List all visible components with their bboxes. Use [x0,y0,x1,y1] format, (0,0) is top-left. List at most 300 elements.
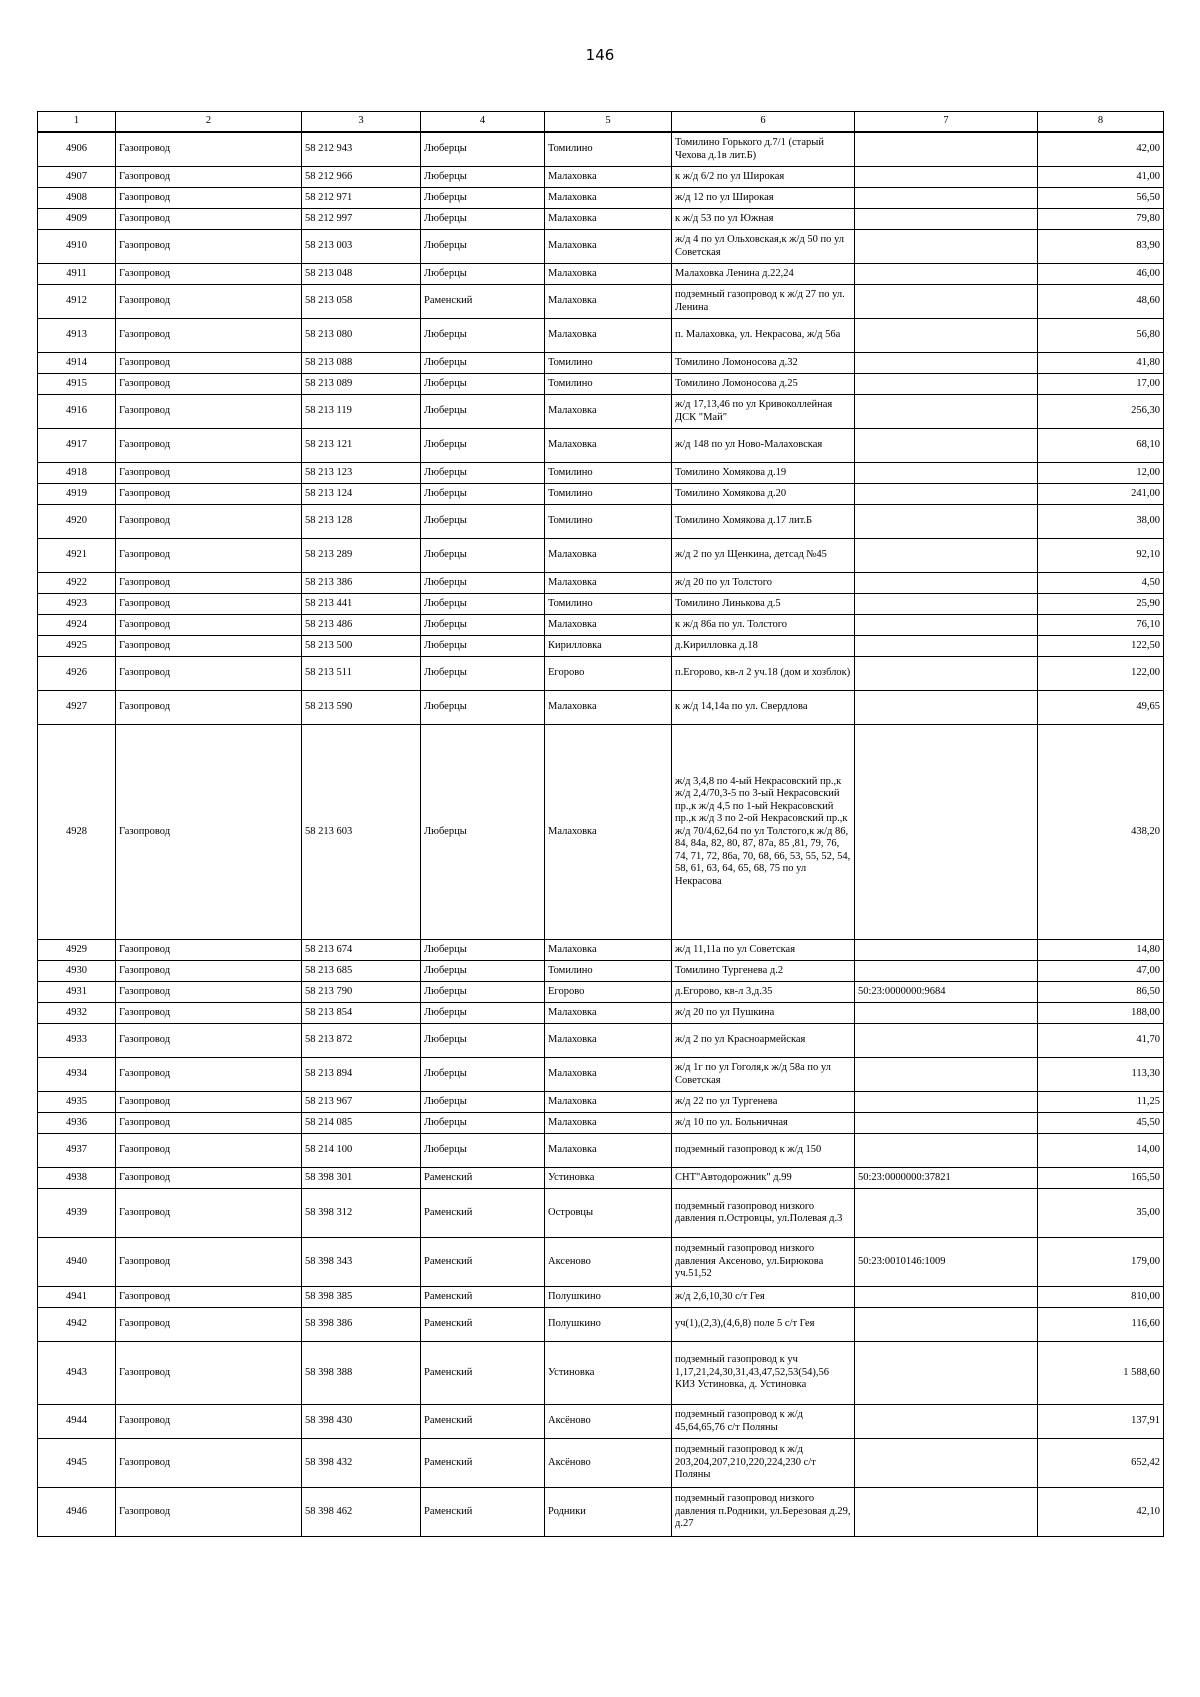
table-row [38,395,1164,429]
object-type-cell: Газопровод [116,505,302,539]
cadastral-number-cell [855,230,1038,264]
length-cell: 165,50 [1038,1168,1164,1189]
row-number-cell: 4916 [38,395,116,429]
column-header: 1 [38,112,116,133]
cadastral-number-cell [855,1308,1038,1342]
district-cell: Люберцы [421,230,545,264]
length-cell: 12,00 [1038,463,1164,484]
address-cell: уч(1),(2,3),(4,6,8) поле 5 с/т Гея [672,1308,855,1342]
district-cell: Люберцы [421,657,545,691]
locality-cell: Малаховка [545,230,672,264]
row-number-cell: 4931 [38,982,116,1003]
row-number-cell: 4934 [38,1058,116,1092]
inventory-code-cell: 58 213 603 [302,725,421,940]
row-number-cell: 4935 [38,1092,116,1113]
registry-table [37,111,1164,1537]
address-cell: подземный газопровод к ж/д 27 по ул. Ленина [672,285,855,319]
district-cell: Люберцы [421,725,545,940]
length-cell: 4,50 [1038,573,1164,594]
district-cell: Люберцы [421,573,545,594]
locality-cell: Малаховка [545,167,672,188]
locality-cell: Томилино [545,463,672,484]
district-cell: Люберцы [421,132,545,167]
length-cell: 810,00 [1038,1287,1164,1308]
locality-cell: Малаховка [545,615,672,636]
row-number-cell: 4941 [38,1287,116,1308]
length-cell: 46,00 [1038,264,1164,285]
row-number-cell: 4942 [38,1308,116,1342]
address-cell: ж/д 11,11а по ул Советская [672,940,855,961]
inventory-code-cell: 58 213 123 [302,463,421,484]
locality-cell: Малаховка [545,188,672,209]
locality-cell: Томилино [545,353,672,374]
address-cell: ж/д 4 по ул Ольховская,к ж/д 50 по ул Советская [672,230,855,264]
length-cell: 92,10 [1038,539,1164,573]
locality-cell: Малаховка [545,539,672,573]
district-cell: Люберцы [421,429,545,463]
object-type-cell: Газопровод [116,725,302,940]
length-cell: 438,20 [1038,725,1164,940]
page-number: 146 [585,46,615,64]
inventory-code-cell: 58 213 124 [302,484,421,505]
inventory-code-cell: 58 398 343 [302,1238,421,1287]
row-number-cell: 4924 [38,615,116,636]
address-cell: подземный газопровод к ж/д 45,64,65,76 с/т Поляны [672,1405,855,1439]
column-header: 3 [302,112,421,133]
object-type-cell: Газопровод [116,188,302,209]
length-cell: 35,00 [1038,1189,1164,1238]
locality-cell: Малаховка [545,285,672,319]
address-cell: ж/д 17,13,46 по ул Кривоколлейная ДСК "Май" [672,395,855,429]
table-row [38,209,1164,230]
row-number-cell: 4912 [38,285,116,319]
cadastral-number-cell [855,209,1038,230]
length-cell: 86,50 [1038,982,1164,1003]
cadastral-number-cell [855,1058,1038,1092]
object-type-cell: Газопровод [116,961,302,982]
table-row [38,167,1164,188]
locality-cell: Томилино [545,484,672,505]
locality-cell: Родники [545,1488,672,1537]
district-cell: Люберцы [421,319,545,353]
table-row [38,1134,1164,1168]
object-type-cell: Газопровод [116,484,302,505]
locality-cell: Кирилловка [545,636,672,657]
address-cell: Малаховка Ленина д.22,24 [672,264,855,285]
cadastral-number-cell [855,132,1038,167]
address-cell: Томилино Ломоносова д.32 [672,353,855,374]
length-cell: 14,80 [1038,940,1164,961]
locality-cell: Томилино [545,505,672,539]
cadastral-number-cell [855,940,1038,961]
locality-cell: Малаховка [545,1134,672,1168]
cadastral-number-cell [855,505,1038,539]
row-number-cell: 4921 [38,539,116,573]
address-cell: подземный газопровод низкого давления п.Родники, ул.Березовая д.29, д.27 [672,1488,855,1537]
table-row [38,353,1164,374]
inventory-code-cell: 58 398 462 [302,1488,421,1537]
table-row [38,1024,1164,1058]
district-cell: Люберцы [421,395,545,429]
object-type-cell: Газопровод [116,539,302,573]
district-cell: Люберцы [421,1113,545,1134]
row-number-cell: 4933 [38,1024,116,1058]
table-row [38,539,1164,573]
inventory-code-cell: 58 398 432 [302,1439,421,1488]
address-cell: ж/д 2 по ул Красноармейская [672,1024,855,1058]
inventory-code-cell: 58 213 121 [302,429,421,463]
inventory-code-cell: 58 213 500 [302,636,421,657]
column-header: 2 [116,112,302,133]
inventory-code-cell: 58 398 301 [302,1168,421,1189]
inventory-code-cell: 58 398 385 [302,1287,421,1308]
object-type-cell: Газопровод [116,1113,302,1134]
table-row [38,1287,1164,1308]
cadastral-number-cell [855,1405,1038,1439]
object-type-cell: Газопровод [116,209,302,230]
inventory-code-cell: 58 213 590 [302,691,421,725]
inventory-code-cell: 58 213 089 [302,374,421,395]
address-cell: к ж/д 6/2 по ул Широкая [672,167,855,188]
cadastral-number-cell [855,167,1038,188]
district-cell: Люберцы [421,484,545,505]
length-cell: 56,50 [1038,188,1164,209]
district-cell: Раменский [421,1189,545,1238]
district-cell: Люберцы [421,961,545,982]
cadastral-number-cell [855,1113,1038,1134]
district-cell: Люберцы [421,209,545,230]
cadastral-number-cell [855,395,1038,429]
cadastral-number-cell [855,264,1038,285]
table-row [38,285,1164,319]
district-cell: Люберцы [421,1058,545,1092]
length-cell: 241,00 [1038,484,1164,505]
cadastral-number-cell [855,1134,1038,1168]
row-number-cell: 4914 [38,353,116,374]
table-row [38,615,1164,636]
locality-cell: Малаховка [545,429,672,463]
row-number-cell: 4936 [38,1113,116,1134]
table-row [38,636,1164,657]
locality-cell: Устиновка [545,1342,672,1405]
cadastral-number-cell [855,1287,1038,1308]
locality-cell: Егорово [545,657,672,691]
row-number-cell: 4907 [38,167,116,188]
row-number-cell: 4911 [38,264,116,285]
locality-cell: Малаховка [545,1113,672,1134]
inventory-code-cell: 58 213 967 [302,1092,421,1113]
column-header: 4 [421,112,545,133]
locality-cell: Малаховка [545,691,672,725]
row-number-cell: 4937 [38,1134,116,1168]
row-number-cell: 4927 [38,691,116,725]
row-number-cell: 4915 [38,374,116,395]
inventory-code-cell: 58 213 854 [302,1003,421,1024]
table-row [38,594,1164,615]
inventory-code-cell: 58 398 388 [302,1342,421,1405]
table-row [38,940,1164,961]
inventory-code-cell: 58 213 386 [302,573,421,594]
object-type-cell: Газопровод [116,1308,302,1342]
object-type-cell: Газопровод [116,982,302,1003]
address-cell: подземный газопровод низкого давления п.Островцы, ул.Полевая д.3 [672,1189,855,1238]
object-type-cell: Газопровод [116,573,302,594]
locality-cell: Томилино [545,374,672,395]
address-cell: ж/д 3,4,8 по 4-ый Некрасовский пр.,к ж/д 2,4/70,3-5 по 3-ый Некрасовский пр.,к ж/д 4,5 по 1-ый Некрасовский пр.,к ж/д 3 по 2-ой Некрасовский пр.,к ж/д 70/4,62,64 по ул Толстого,к ж/д 86, 84, 84а, 82, 80, 87, 87а, 85 ,81, 79, 76, 74, 71, 72, 86а, 70, 68, 66, 53, 55, 52, 54, 58, 61, 63, 64, 65, 68, 75 по ул Некрасова [672,725,855,940]
object-type-cell: Газопровод [116,1439,302,1488]
district-cell: Люберцы [421,264,545,285]
cadastral-number-cell [855,1488,1038,1537]
address-cell: ж/д 10 по ул. Больничная [672,1113,855,1134]
length-cell: 122,00 [1038,657,1164,691]
district-cell: Люберцы [421,636,545,657]
object-type-cell: Газопровод [116,1058,302,1092]
table-row [38,319,1164,353]
object-type-cell: Газопровод [116,691,302,725]
row-number-cell: 4906 [38,132,116,167]
address-cell: подземный газопровод к уч 1,17,21,24,30,31,43,47,52,53(54),56 КИЗ Устиновка, д. Устиновка [672,1342,855,1405]
inventory-code-cell: 58 213 128 [302,505,421,539]
length-cell: 47,00 [1038,961,1164,982]
address-cell: подземный газопровод низкого давления Аксеново, ул.Бирюкова уч.51,52 [672,1238,855,1287]
table-row [38,429,1164,463]
row-number-cell: 4945 [38,1439,116,1488]
column-header: 8 [1038,112,1164,133]
cadastral-number-cell [855,1024,1038,1058]
row-number-cell: 4919 [38,484,116,505]
length-cell: 79,80 [1038,209,1164,230]
table-row [38,264,1164,285]
inventory-code-cell: 58 213 080 [302,319,421,353]
cadastral-number-cell [855,374,1038,395]
inventory-code-cell: 58 213 289 [302,539,421,573]
object-type-cell: Газопровод [116,353,302,374]
address-cell: Томилино Хомякова д.19 [672,463,855,484]
inventory-code-cell: 58 212 971 [302,188,421,209]
length-cell: 11,25 [1038,1092,1164,1113]
inventory-code-cell: 58 213 511 [302,657,421,691]
row-number-cell: 4913 [38,319,116,353]
length-cell: 41,00 [1038,167,1164,188]
address-cell: Томилино Ломоносова д.25 [672,374,855,395]
address-cell: Томилино Горького д.7/1 (старый Чехова д.1в лит.Б) [672,132,855,167]
object-type-cell: Газопровод [116,230,302,264]
length-cell: 188,00 [1038,1003,1164,1024]
locality-cell: Малаховка [545,319,672,353]
inventory-code-cell: 58 213 872 [302,1024,421,1058]
inventory-code-cell: 58 213 674 [302,940,421,961]
table-row [38,188,1164,209]
length-cell: 41,70 [1038,1024,1164,1058]
inventory-code-cell: 58 213 003 [302,230,421,264]
address-cell: д.Кирилловка д.18 [672,636,855,657]
district-cell: Раменский [421,285,545,319]
district-cell: Раменский [421,1405,545,1439]
district-cell: Люберцы [421,1003,545,1024]
district-cell: Люберцы [421,539,545,573]
table-row [38,1342,1164,1405]
cadastral-number-cell: 50:23:0000000:9684 [855,982,1038,1003]
locality-cell: Аксёново [545,1439,672,1488]
cadastral-number-cell: 50:23:0010146:1009 [855,1238,1038,1287]
inventory-code-cell: 58 213 048 [302,264,421,285]
cadastral-number-cell: 50:23:0000000:37821 [855,1168,1038,1189]
district-cell: Люберцы [421,1092,545,1113]
locality-cell: Томилино [545,132,672,167]
length-cell: 38,00 [1038,505,1164,539]
district-cell: Люберцы [421,594,545,615]
district-cell: Люберцы [421,167,545,188]
district-cell: Люберцы [421,505,545,539]
district-cell: Люберцы [421,615,545,636]
table-row [38,1189,1164,1238]
row-number-cell: 4922 [38,573,116,594]
inventory-code-cell: 58 213 790 [302,982,421,1003]
inventory-code-cell: 58 214 100 [302,1134,421,1168]
row-number-cell: 4946 [38,1488,116,1537]
address-cell: подземный газопровод к ж/д 150 [672,1134,855,1168]
object-type-cell: Газопровод [116,1168,302,1189]
cadastral-number-cell [855,484,1038,505]
table-row [38,982,1164,1003]
locality-cell: Малаховка [545,264,672,285]
address-cell: ж/д 20 по ул Пушкина [672,1003,855,1024]
row-number-cell: 4932 [38,1003,116,1024]
row-number-cell: 4930 [38,961,116,982]
table-row [38,505,1164,539]
locality-cell: Малаховка [545,1092,672,1113]
row-number-cell: 4908 [38,188,116,209]
locality-cell: Полушкино [545,1287,672,1308]
row-number-cell: 4929 [38,940,116,961]
length-cell: 76,10 [1038,615,1164,636]
table-row [38,1488,1164,1537]
locality-cell: Малаховка [545,1003,672,1024]
table-row [38,484,1164,505]
inventory-code-cell: 58 213 088 [302,353,421,374]
district-cell: Люберцы [421,374,545,395]
length-cell: 42,10 [1038,1488,1164,1537]
row-number-cell: 4910 [38,230,116,264]
locality-cell: Егорово [545,982,672,1003]
inventory-code-cell: 58 213 486 [302,615,421,636]
row-number-cell: 4917 [38,429,116,463]
district-cell: Раменский [421,1308,545,1342]
length-cell: 25,90 [1038,594,1164,615]
address-cell: д.Егорово, кв-л 3,д.35 [672,982,855,1003]
table-row [38,1092,1164,1113]
cadastral-number-cell [855,188,1038,209]
length-cell: 137,91 [1038,1405,1164,1439]
inventory-code-cell: 58 213 894 [302,1058,421,1092]
district-cell: Люберцы [421,982,545,1003]
address-cell: ж/д 20 по ул Толстого [672,573,855,594]
object-type-cell: Газопровод [116,285,302,319]
row-number-cell: 4926 [38,657,116,691]
district-cell: Люберцы [421,691,545,725]
row-number-cell: 4909 [38,209,116,230]
length-cell: 68,10 [1038,429,1164,463]
inventory-code-cell: 58 213 441 [302,594,421,615]
object-type-cell: Газопровод [116,1405,302,1439]
object-type-cell: Газопровод [116,1238,302,1287]
inventory-code-cell: 58 212 966 [302,167,421,188]
table-row [38,725,1164,940]
length-cell: 652,42 [1038,1439,1164,1488]
object-type-cell: Газопровод [116,1024,302,1058]
object-type-cell: Газопровод [116,132,302,167]
address-cell: п. Малаховка, ул. Некрасова, ж/д 56а [672,319,855,353]
header-row [38,112,1164,133]
locality-cell: Аксёново [545,1405,672,1439]
inventory-code-cell: 58 398 386 [302,1308,421,1342]
table-row [38,573,1164,594]
object-type-cell: Газопровод [116,1092,302,1113]
table-row [38,1168,1164,1189]
table-row [38,1113,1164,1134]
district-cell: Люберцы [421,1134,545,1168]
inventory-code-cell: 58 213 119 [302,395,421,429]
table-row [38,961,1164,982]
district-cell: Раменский [421,1439,545,1488]
column-header: 5 [545,112,672,133]
length-cell: 42,00 [1038,132,1164,167]
district-cell: Люберцы [421,940,545,961]
locality-cell: Малаховка [545,940,672,961]
row-number-cell: 4943 [38,1342,116,1405]
address-cell: ж/д 12 по ул Широкая [672,188,855,209]
row-number-cell: 4938 [38,1168,116,1189]
address-cell: Томилино Хомякова д.20 [672,484,855,505]
address-cell: ж/д 148 по ул Ново-Малаховская [672,429,855,463]
district-cell: Раменский [421,1238,545,1287]
address-cell: подземный газопровод к ж/д 203,204,207,210,220,224,230 с/т Поляны [672,1439,855,1488]
length-cell: 14,00 [1038,1134,1164,1168]
district-cell: Люберцы [421,353,545,374]
object-type-cell: Газопровод [116,940,302,961]
object-type-cell: Газопровод [116,429,302,463]
address-cell: СНТ"Автодорожник" д.99 [672,1168,855,1189]
table-row [38,657,1164,691]
cadastral-number-cell [855,657,1038,691]
locality-cell: Малаховка [545,1024,672,1058]
district-cell: Люберцы [421,188,545,209]
length-cell: 48,60 [1038,285,1164,319]
object-type-cell: Газопровод [116,1342,302,1405]
locality-cell: Полушкино [545,1308,672,1342]
cadastral-number-cell [855,429,1038,463]
district-cell: Раменский [421,1287,545,1308]
locality-cell: Томилино [545,594,672,615]
table-row [38,1308,1164,1342]
row-number-cell: 4923 [38,594,116,615]
inventory-code-cell: 58 213 058 [302,285,421,319]
length-cell: 179,00 [1038,1238,1164,1287]
object-type-cell: Газопровод [116,1287,302,1308]
locality-cell: Малаховка [545,725,672,940]
cadastral-number-cell [855,1342,1038,1405]
address-cell: к ж/д 14,14а по ул. Свердлова [672,691,855,725]
object-type-cell: Газопровод [116,1003,302,1024]
inventory-code-cell: 58 212 997 [302,209,421,230]
column-header: 6 [672,112,855,133]
row-number-cell: 4925 [38,636,116,657]
cadastral-number-cell [855,1003,1038,1024]
table-row [38,1003,1164,1024]
length-cell: 1 588,60 [1038,1342,1164,1405]
object-type-cell: Газопровод [116,374,302,395]
district-cell: Раменский [421,1488,545,1537]
